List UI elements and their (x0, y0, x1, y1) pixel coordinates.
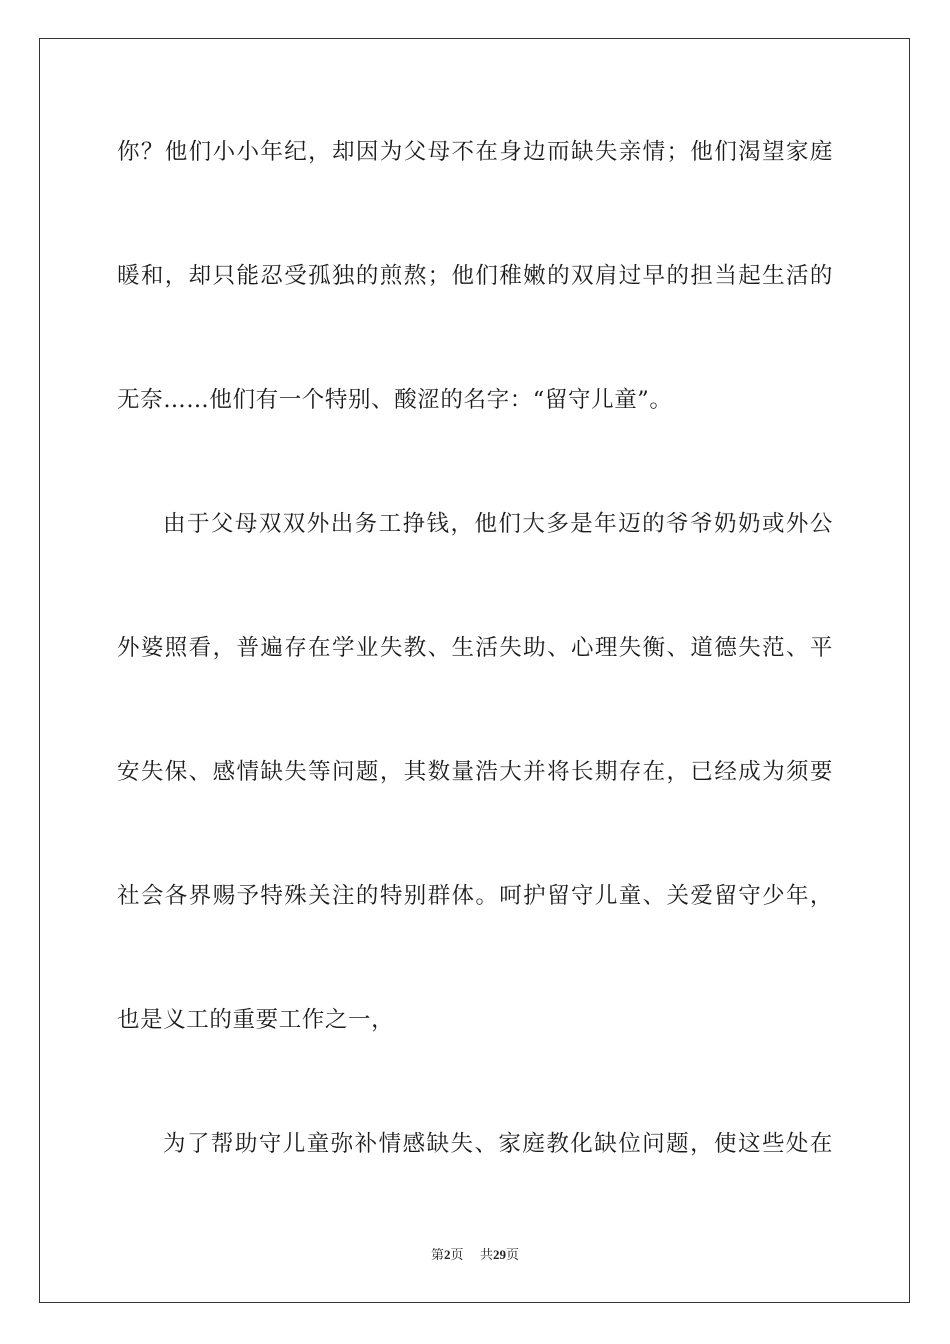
current-page-number: 2 (443, 1247, 451, 1262)
page-frame (39, 38, 910, 1303)
text-line: 无奈……他们有一个特别、酸涩的名字：“留守儿童”。 (117, 387, 673, 413)
total-suffix: 页 (506, 1248, 520, 1263)
text-line: 也是义工的重要工作之一， (117, 1007, 395, 1033)
total-page-count: 29 (493, 1247, 507, 1262)
text-line: 社会各界赐予特殊关注的特别群体。呵护留守儿童、关爱留守少年， (117, 883, 833, 909)
page-suffix: 页 (450, 1248, 464, 1263)
total-prefix: 共 (480, 1248, 494, 1263)
text-line: 外婆照看，普遍存在学业失教、生活失助、心理失衡、道德失范、平 (117, 635, 833, 661)
page-prefix: 第 (430, 1248, 444, 1263)
text-line: 安失保、感情缺失等问题，其数量浩大并将长期存在，已经成为须要 (117, 759, 833, 785)
text-line-paragraph-start: 由于父母双双外出务工挣钱，他们大多是年迈的爷爷奶奶或外公 (163, 511, 833, 537)
text-line: 暖和，却只能忍受孤独的煎熬；他们稚嫩的双肩过早的担当起生活的 (117, 263, 833, 289)
text-line-paragraph-start: 为了帮助守儿童弥补情感缺失、家庭教化缺位问题，使这些处在 (163, 1131, 833, 1157)
text-line: 你？他们小小年纪，却因为父母不在身边而缺失亲情；他们渴望家庭 (117, 139, 833, 165)
page-footer (0, 1246, 950, 1265)
